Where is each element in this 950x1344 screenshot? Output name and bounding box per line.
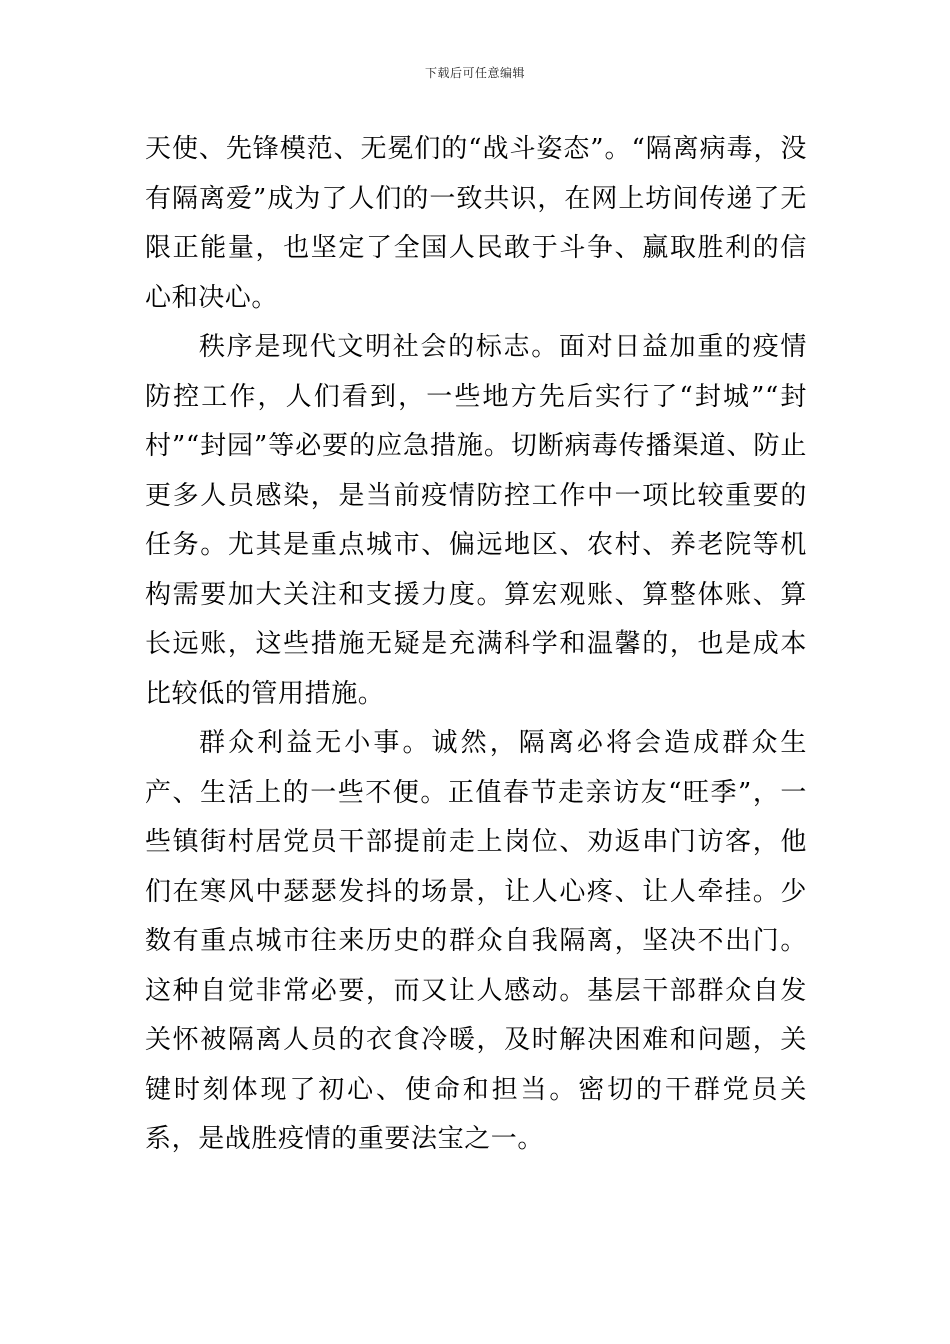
paragraph-2: 秩序是现代文明社会的标志。面对日益加重的疫情防控工作，人们看到，一些地方先后实行了“封城”“封村”“封园”等必要的应急措施。切断病毒传播渠道、防止更多人员感染，是当前疫情防控工作中一项比较重要的任务。尤其是重点城市、偏远地区、农村、养老院等机构需要加大关注和支援力度。算宏观账、算整体账、算长远账，这些措施无疑是充满科学和温馨的，也是成本比较低的管用措施。 bbox=[145, 332, 807, 709]
paragraph-3: 群众利益无小事。诚然，隔离必将会造成群众生产、生活上的一些不便。正值春节走亲访友“旺季”，一些镇街村居党员干部提前走上岗位、劝返串门访客，他们在寒风中瑟瑟发抖的场景，让人心疼、让人牵挂。少数有重点城市往来历史的群众自我隔离，坚决不出门。这种自觉非常必要，而又让人感动。基层干部群众自发关怀被隔离人员的衣食冷暖，及时解决困难和问题，关键时刻体现了初心、使命和担当。密切的干群党员关系，是战胜疫情的重要法宝之一。 bbox=[145, 728, 807, 1154]
paragraph-1: 天使、先锋模范、无冕们的“战斗姿态”。“隔离病毒，没有隔离爱”成为了人们的一致共识，在网上坊间传递了无限正能量，也坚定了全国人民敢于斗争、赢取胜利的信心和决心。 bbox=[145, 134, 807, 313]
header-note: 下载后可任意编辑 bbox=[424, 66, 525, 80]
body-text bbox=[145, 125, 807, 1165]
